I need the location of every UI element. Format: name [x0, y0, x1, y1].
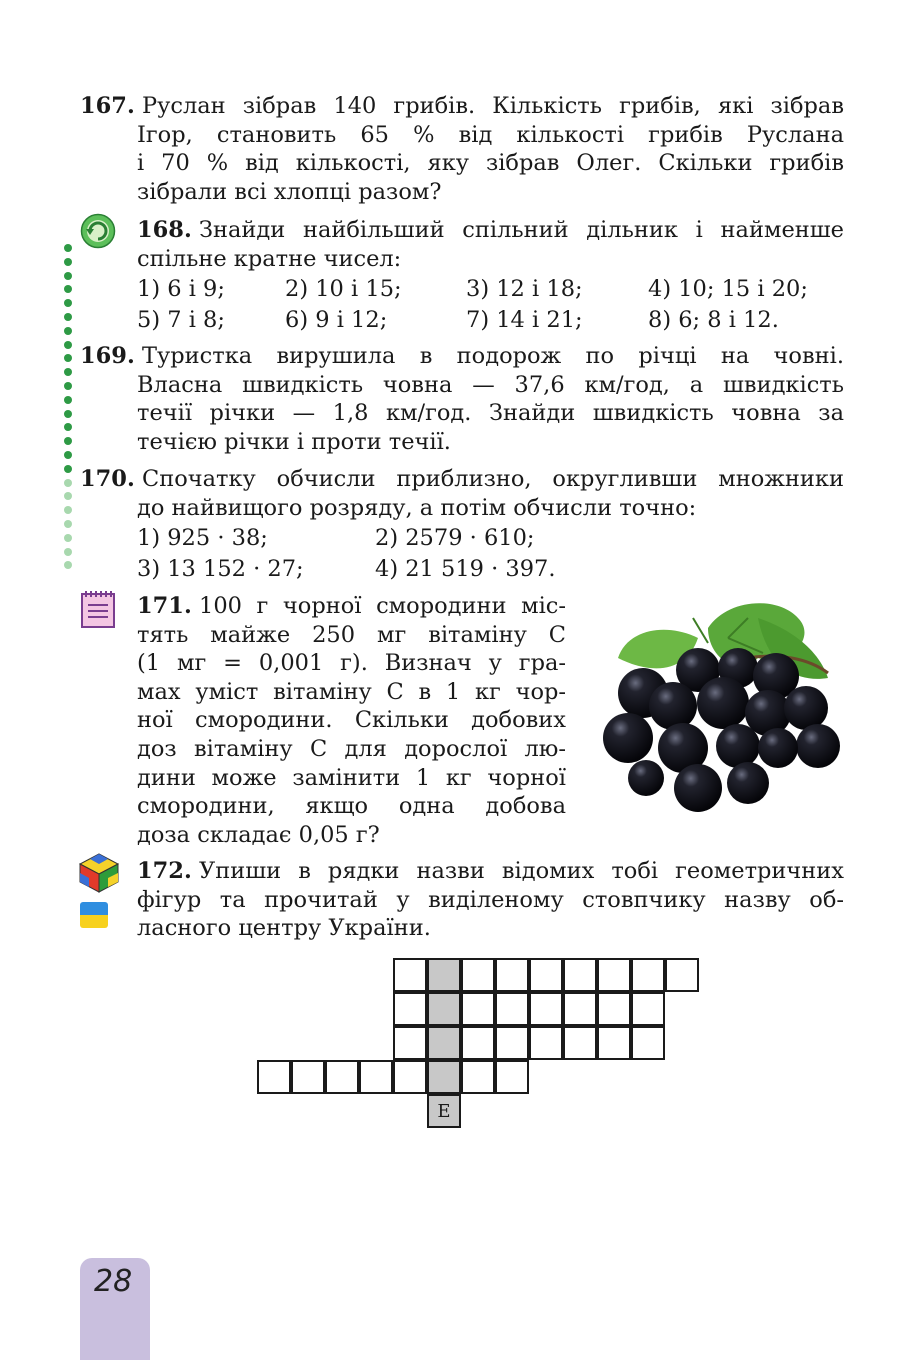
crossword-cell-highlighted [427, 1094, 461, 1128]
crossword-cell [563, 992, 597, 1026]
crossword-cell-highlighted [427, 992, 461, 1026]
margin-dot [64, 437, 72, 445]
problem-text-line: і 70 % від кількості, яку зібрав Олег. Скільки грибів [137, 150, 844, 177]
problem-170 [80, 465, 844, 586]
crossword-cell [291, 1060, 325, 1094]
problem-167 [80, 92, 844, 206]
crossword-cell [631, 992, 665, 1026]
item: 4) 21 519 · 397. [375, 556, 556, 583]
margin-dot [64, 244, 72, 252]
problem-text-line: Руслан зібрав 140 грибів. Кількість грибів, які зібрав [142, 93, 844, 119]
crossword-cell [529, 992, 563, 1026]
margin-dot [64, 548, 72, 556]
items-row [137, 306, 844, 337]
problem-text-line: 100 г чорної смородини міс- [199, 593, 566, 619]
problem-text-line: доза складає 0,05 г? [137, 821, 380, 848]
problem-172 [80, 857, 844, 943]
item: 1) 925 · 38; [137, 525, 268, 552]
margin-dot [64, 313, 72, 321]
blackcurrant-image [588, 598, 846, 826]
margin-dot [64, 520, 72, 528]
crossword-grid [257, 958, 701, 1131]
problem-text-line: течією річки і проти течії. [137, 428, 451, 455]
problem-text-line: ної смородини. Скільки добових [137, 707, 566, 734]
problem-text-line: доз вітаміну С для дорослої лю- [137, 735, 566, 762]
crossword-cell [495, 1026, 529, 1060]
margin-dot [64, 299, 72, 307]
problem-number: 171. [137, 593, 192, 619]
problem-text-line: до найвищого розряду, а потім обчисли точно: [137, 494, 697, 521]
crossword-cell [359, 1060, 393, 1094]
margin-dot [64, 465, 72, 473]
problem-number: 172. [137, 858, 192, 884]
crossword-cell [631, 958, 665, 992]
item: 8) 6; 8 і 12. [648, 307, 779, 334]
problem-text-line: фігур та прочитай у виділеному стовпчику назву об- [137, 886, 844, 913]
margin-dot [64, 451, 72, 459]
crossword-cell [665, 958, 699, 992]
margin-dot [64, 506, 72, 514]
crossword-cell [563, 958, 597, 992]
crossword-cell [597, 958, 631, 992]
margin-dot [64, 423, 72, 431]
margin-dot [64, 354, 72, 362]
crossword-cell-highlighted [427, 958, 461, 992]
item: 5) 7 і 8; [137, 307, 225, 334]
crossword-cell [461, 1060, 495, 1094]
crossword-cell-highlighted [427, 1060, 461, 1094]
margin-dot [64, 341, 72, 349]
problem-text-line: Ігор, становить 65 % від кількості грибів Руслана [137, 121, 844, 148]
item: 3) 12 і 18; [466, 276, 583, 303]
problem-text-line: Упиши в рядки назви відомих тобі геометричних [199, 858, 844, 884]
problem-text-line: ласного центру України. [137, 915, 431, 942]
margin-dot [64, 272, 72, 280]
crossword-cell [563, 1026, 597, 1060]
problem-text-line: мах уміст вітаміну С в 1 кг чор- [137, 678, 566, 705]
crossword-cell [325, 1060, 359, 1094]
margin-dot [64, 258, 72, 266]
problem-text-line: спільне кратне чисел: [137, 245, 402, 272]
crossword-cell [631, 1026, 665, 1060]
crossword-cell [495, 958, 529, 992]
item: 7) 14 і 21; [466, 307, 583, 334]
crossword-cell [393, 992, 427, 1026]
margin-dot [64, 368, 72, 376]
crossword-cell-highlighted [427, 1026, 461, 1060]
problem-text-line: тять майже 250 мг вітаміну С [137, 621, 566, 648]
problem-number: 169. [80, 343, 135, 369]
margin-dot [64, 410, 72, 418]
margin-dot [64, 534, 72, 542]
page-number-tab [80, 1258, 150, 1360]
items-row [137, 524, 844, 555]
crossword-cell [529, 958, 563, 992]
problem-number: 167. [80, 93, 135, 119]
item: 1) 6 і 9; [137, 276, 225, 303]
crossword-cell [393, 1026, 427, 1060]
page-number: 28 [94, 1264, 133, 1299]
problem-text-line: течії річки — 1,8 км/год. Знайди швидкість човна за [137, 400, 844, 427]
problem-number: 170. [80, 466, 135, 492]
margin-dot [64, 492, 72, 500]
item: 4) 10; 15 і 20; [648, 276, 808, 303]
items-row [137, 555, 844, 586]
item: 3) 13 152 · 27; [137, 556, 304, 583]
items-row [137, 275, 844, 306]
problem-number: 168. [137, 217, 192, 243]
crossword-cell [461, 958, 495, 992]
margin-dot [64, 561, 72, 569]
problem-text-line: Спочатку обчисли приблизно, округливши множники [142, 466, 844, 492]
problem-text-line: Туристка вирушила в подорож по річці на човні. [142, 343, 844, 369]
item: 2) 10 і 15; [285, 276, 402, 303]
problem-text-line: Власна швидкість човна — 37,6 км/год, а швидкість [137, 371, 844, 398]
margin-dotted-line [64, 244, 76, 574]
problem-text-line: зібрали всі хлопці разом? [137, 178, 442, 205]
crossword-cell [495, 992, 529, 1026]
problem-169 [80, 342, 844, 456]
item: 6) 9 і 12; [285, 307, 388, 334]
crossword-cell [461, 992, 495, 1026]
crossword-cell [597, 992, 631, 1026]
margin-dot [64, 285, 72, 293]
crossword-cell [495, 1060, 529, 1094]
margin-dot [64, 396, 72, 404]
crossword-letter: Е [437, 1100, 451, 1122]
crossword-cell [529, 1026, 563, 1060]
margin-dot [64, 479, 72, 487]
problem-171 [80, 592, 566, 849]
crossword-cell [393, 958, 427, 992]
problem-text-line: смородини, якщо одна добова [137, 793, 566, 820]
problem-text-line: (1 мг = 0,001 г). Визнач у гра- [137, 650, 566, 677]
item: 2) 2579 · 610; [375, 525, 535, 552]
problem-text-line: дини може замінити 1 кг чорної [137, 764, 566, 791]
crossword-cell [257, 1060, 291, 1094]
crossword-cell [461, 1026, 495, 1060]
margin-dot [64, 382, 72, 390]
margin-dot [64, 327, 72, 335]
crossword-cell [597, 1026, 631, 1060]
problem-text-line: Знайди найбільший спільний дільник і найменше [199, 217, 844, 243]
problem-168 [80, 216, 844, 337]
crossword-cell [393, 1060, 427, 1094]
